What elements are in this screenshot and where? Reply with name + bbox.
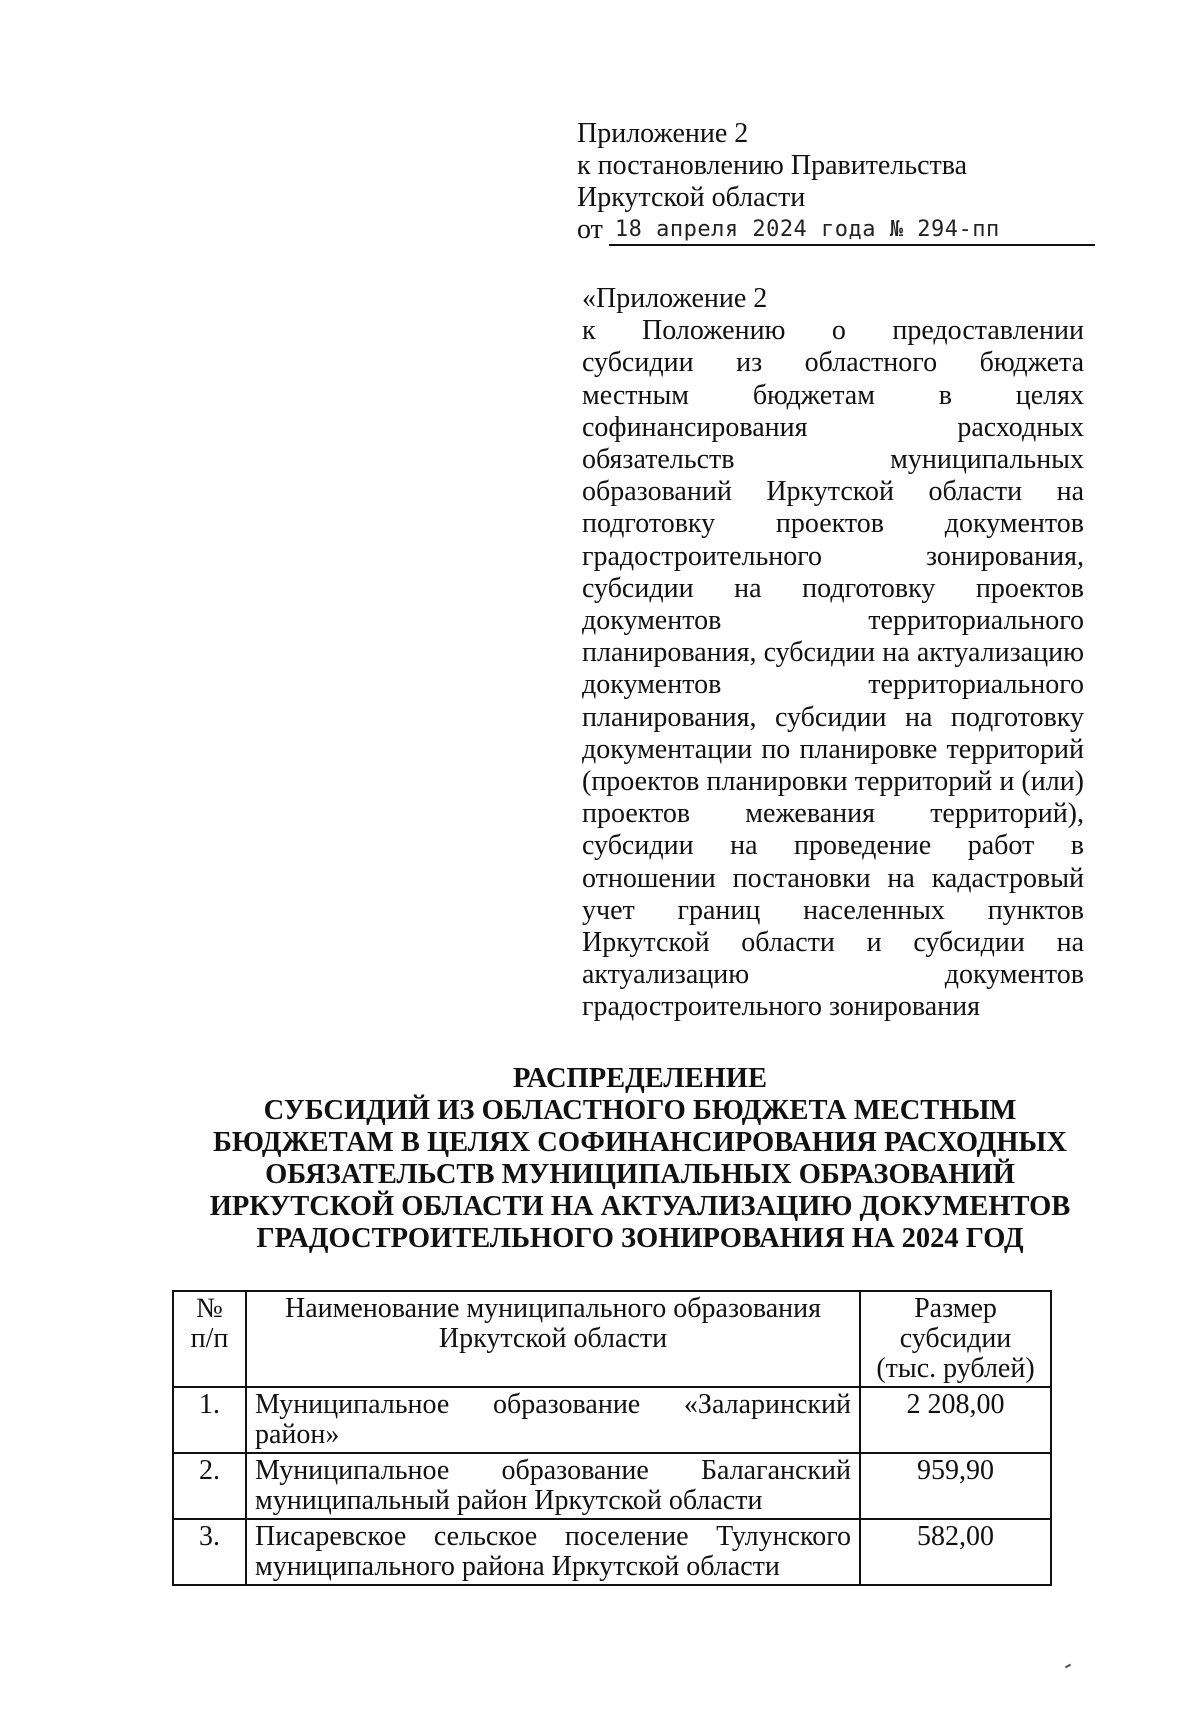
row-amount: 2 208,00: [860, 1387, 1051, 1453]
header-annex-number: Приложение 2: [577, 118, 749, 149]
title-line: БЮДЖЕТАМ В ЦЕЛЯХ СОФИНАНСИРОВАНИЯ РАСХОДНЫХ: [213, 1127, 1067, 1158]
title-line: ОБЯЗАТЕЛЬСТВ МУНИЦИПАЛЬНЫХ ОБРАЗОВАНИЙ: [265, 1159, 1015, 1190]
annex-reference: [582, 283, 1084, 1024]
table-row: [173, 1453, 1051, 1519]
table-row: [173, 1387, 1051, 1453]
row-num: 1.: [173, 1387, 246, 1453]
row-num: 3.: [173, 1519, 246, 1585]
header-amount: Размер субсидии (тыс. рублей): [860, 1291, 1051, 1387]
row-amount: 582,00: [860, 1519, 1051, 1585]
title-line: ИРКУТСКОЙ ОБЛАСТИ НА АКТУАЛИЗАЦИЮ ДОКУМЕНТОВ: [209, 1191, 1071, 1222]
row-amount: 959,90: [860, 1453, 1051, 1519]
date-and-number-field: 18 апреля 2024 года № 294-пп: [609, 216, 1095, 246]
date-prefix: от: [577, 214, 603, 245]
header-num: № п/п: [173, 1291, 246, 1387]
document-title: [120, 1063, 1160, 1255]
title-line: РАСПРЕДЕЛЕНИЕ: [513, 1063, 767, 1094]
row-num: 2.: [173, 1453, 246, 1519]
table-header-row: [173, 1291, 1051, 1387]
title-line: СУБСИДИЙ ИЗ ОБЛАСТНОГО БЮДЖЕТА МЕСТНЫМ: [263, 1095, 1017, 1126]
header-date-line: [577, 214, 1097, 246]
row-municipality: Муниципальное образование Балаганский муниципальный район Иркутской области: [246, 1453, 860, 1519]
annex-text: к Положению о предоставлении субсидии из областного бюджета местным бюджетам в целях софинансирования расходных обязательств муниципальных образований Иркутской области на подготовку проектов документов градостроительного зонирования, субсидии на подготовку проектов документов территориального планирования, субсидии на актуализацию документов территориального планирования, субсидии на подготовку документации по планировке территорий (проектов планировки территорий и (или) проектов межевания территорий), субсидии на проведение работ в отношении постановки на кадастровый учет границ населенных пунктов Иркутской области и субсидии на актуализацию документов градостроительного зонирования: [582, 315, 1084, 1023]
approval-header: [577, 118, 1097, 246]
subsidy-distribution-table: [172, 1290, 1052, 1586]
header-municipality: Наименование муниципального образования Иркутской области: [246, 1291, 860, 1387]
table-row: [173, 1519, 1051, 1585]
header-resolution-ref: к постановлению Правительства: [577, 150, 968, 181]
annex-title: «Приложение 2: [582, 283, 768, 314]
scan-mark: [1065, 1664, 1071, 1669]
title-line: ГРАДОСТРОИТЕЛЬНОГО ЗОНИРОВАНИЯ НА 2024 ГОД: [256, 1223, 1024, 1254]
row-municipality: Муниципальное образование «Заларинский район»: [246, 1387, 860, 1453]
header-region: Иркутской области: [577, 182, 806, 213]
row-municipality: Писаревское сельское поселение Тулунского муниципального района Иркутской области: [246, 1519, 860, 1585]
